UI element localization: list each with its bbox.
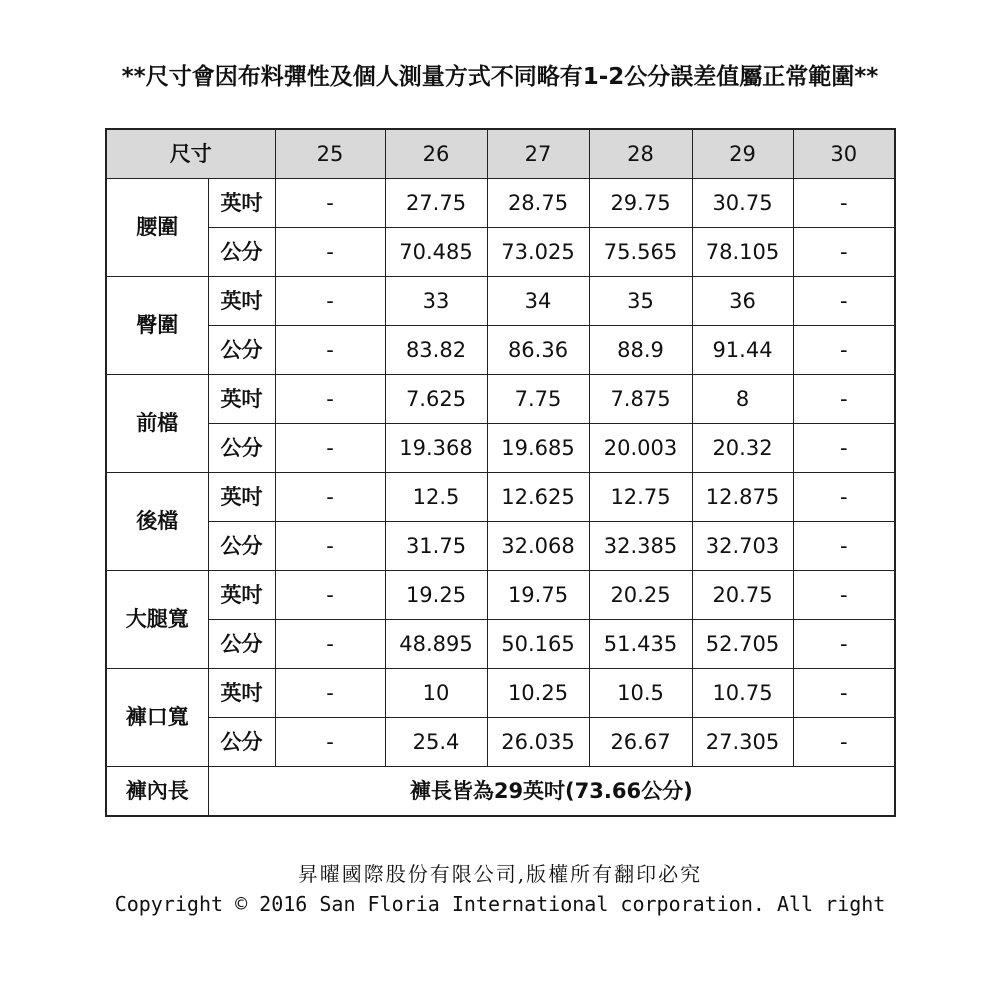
table-row: [106, 277, 895, 326]
unit-cm-label: 公分: [208, 620, 275, 669]
table-cell: 51.435: [589, 620, 692, 669]
unit-inch-label: 英吋: [208, 375, 275, 424]
header-size-26: 26: [385, 129, 487, 179]
table-cell: -: [793, 326, 895, 375]
table-row: [106, 620, 895, 669]
table-row: [106, 375, 895, 424]
measurement-label: 大腿寬: [106, 571, 208, 669]
table-cell: 34: [487, 277, 589, 326]
table-cell: 73.025: [487, 228, 589, 277]
table-cell: 19.368: [385, 424, 487, 473]
table-cell: 12.875: [692, 473, 793, 522]
table-cell: 19.685: [487, 424, 589, 473]
table-cell: -: [275, 375, 385, 424]
measurement-label: 臀圍: [106, 277, 208, 375]
table-row: [106, 424, 895, 473]
table-cell: 12.625: [487, 473, 589, 522]
table-cell: 33: [385, 277, 487, 326]
unit-inch-label: 英吋: [208, 277, 275, 326]
table-cell: -: [275, 718, 385, 767]
header-size-label: 尺寸: [106, 129, 275, 179]
table-cell: 20.003: [589, 424, 692, 473]
table-row: [106, 326, 895, 375]
table-cell: -: [275, 228, 385, 277]
header-size-30: 30: [793, 129, 895, 179]
unit-inch-label: 英吋: [208, 179, 275, 228]
inseam-row: [106, 767, 895, 817]
header-size-25: 25: [275, 129, 385, 179]
inseam-note: 褲長皆為29英吋(73.66公分): [208, 767, 895, 817]
table-cell: 31.75: [385, 522, 487, 571]
table-cell: 32.068: [487, 522, 589, 571]
table-cell: 8: [692, 375, 793, 424]
table-cell: -: [793, 620, 895, 669]
header-row: [106, 129, 895, 179]
table-cell: -: [275, 620, 385, 669]
table-cell: -: [793, 424, 895, 473]
table-cell: 48.895: [385, 620, 487, 669]
table-cell: -: [793, 718, 895, 767]
table-cell: 12.5: [385, 473, 487, 522]
table-cell: -: [793, 522, 895, 571]
table-cell: 30.75: [692, 179, 793, 228]
table-cell: 19.25: [385, 571, 487, 620]
table-cell: 7.75: [487, 375, 589, 424]
table-cell: 36: [692, 277, 793, 326]
table-cell: 35: [589, 277, 692, 326]
table-cell: -: [793, 277, 895, 326]
measurement-label: 前檔: [106, 375, 208, 473]
table-cell: 28.75: [487, 179, 589, 228]
table-cell: -: [793, 571, 895, 620]
measurement-label: 褲口寬: [106, 669, 208, 767]
table-row: [106, 179, 895, 228]
table-cell: 10: [385, 669, 487, 718]
header-size-27: 27: [487, 129, 589, 179]
inseam-label: 褲內長: [106, 767, 208, 817]
table-cell: 7.625: [385, 375, 487, 424]
table-cell: 32.703: [692, 522, 793, 571]
header-size-28: 28: [589, 129, 692, 179]
table-cell: -: [793, 375, 895, 424]
table-cell: 20.75: [692, 571, 793, 620]
header-size-29: 29: [692, 129, 793, 179]
table-row: [106, 228, 895, 277]
table-cell: 27.305: [692, 718, 793, 767]
table-cell: 20.32: [692, 424, 793, 473]
table-cell: 29.75: [589, 179, 692, 228]
table-row: [106, 571, 895, 620]
table-cell: -: [275, 571, 385, 620]
company-copyright-zh: 昇曜國際股份有限公司,版權所有翻印必究: [297, 862, 703, 886]
table-cell: 7.875: [589, 375, 692, 424]
size-notice: **尺寸會因布料彈性及個人測量方式不同略有1-2公分誤差值屬正常範圍**: [121, 64, 879, 90]
table-cell: 88.9: [589, 326, 692, 375]
table-cell: 10.5: [589, 669, 692, 718]
table-row: [106, 669, 895, 718]
table-cell: 20.25: [589, 571, 692, 620]
table-cell: 25.4: [385, 718, 487, 767]
table-cell: 78.105: [692, 228, 793, 277]
unit-cm-label: 公分: [208, 718, 275, 767]
table-cell: 10.75: [692, 669, 793, 718]
table-cell: -: [275, 473, 385, 522]
unit-inch-label: 英吋: [208, 669, 275, 718]
unit-inch-label: 英吋: [208, 473, 275, 522]
table-header: [106, 129, 895, 179]
table-cell: 19.75: [487, 571, 589, 620]
table-cell: 52.705: [692, 620, 793, 669]
company-copyright-en: Copyright © 2016 San Floria International corporation. All right: [114, 892, 886, 916]
measurement-label: 後檔: [106, 473, 208, 571]
unit-inch-label: 英吋: [208, 571, 275, 620]
table-cell: -: [793, 179, 895, 228]
table-cell: -: [275, 522, 385, 571]
table-cell: -: [275, 326, 385, 375]
unit-cm-label: 公分: [208, 424, 275, 473]
table-cell: 50.165: [487, 620, 589, 669]
table-cell: 12.75: [589, 473, 692, 522]
table-cell: -: [793, 473, 895, 522]
table-row: [106, 718, 895, 767]
table-cell: 26.67: [589, 718, 692, 767]
table-row: [106, 522, 895, 571]
size-chart-table: [105, 128, 896, 817]
table-cell: -: [275, 179, 385, 228]
table-cell: 32.385: [589, 522, 692, 571]
table-cell: -: [793, 228, 895, 277]
table-cell: 70.485: [385, 228, 487, 277]
table-cell: 27.75: [385, 179, 487, 228]
table-cell: 10.25: [487, 669, 589, 718]
table-cell: 91.44: [692, 326, 793, 375]
table-body: [106, 179, 895, 817]
table-cell: 75.565: [589, 228, 692, 277]
table-cell: 83.82: [385, 326, 487, 375]
unit-cm-label: 公分: [208, 326, 275, 375]
table-cell: 26.035: [487, 718, 589, 767]
measurement-label: 腰圍: [106, 179, 208, 277]
table-cell: -: [275, 669, 385, 718]
unit-cm-label: 公分: [208, 228, 275, 277]
unit-cm-label: 公分: [208, 522, 275, 571]
table-cell: -: [793, 669, 895, 718]
table-cell: -: [275, 277, 385, 326]
table-cell: -: [275, 424, 385, 473]
table-cell: 86.36: [487, 326, 589, 375]
table-row: [106, 473, 895, 522]
